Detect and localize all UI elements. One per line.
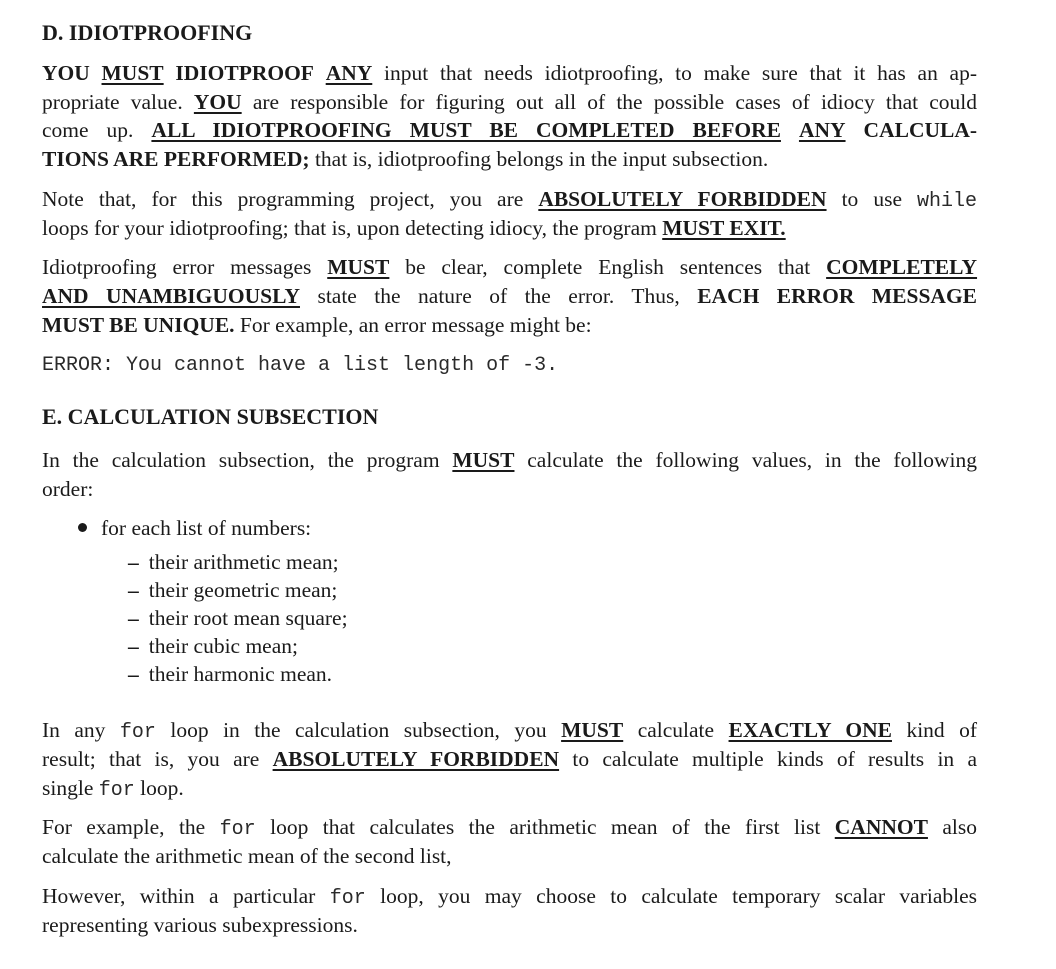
paragraph-line: In the calculation subsection, the program MUST calculate the following values, in the following bbox=[42, 448, 978, 472]
sub-list-item: – their root mean square; bbox=[128, 604, 348, 633]
bullet-icon bbox=[78, 523, 87, 532]
paragraph-line: For example, the for loop that calculates the arithmetic mean of the first list CANNOT also bbox=[42, 815, 978, 841]
list-item: for each list of numbers: bbox=[78, 514, 311, 543]
dash-icon: – bbox=[128, 634, 139, 658]
paragraph-line: AND UNAMBIGUOUSLY state the nature of the error. Thus, EACH ERROR MESSAGE bbox=[42, 284, 978, 308]
paragraph-line: representing various subexpressions. bbox=[42, 913, 358, 937]
code-for: for bbox=[219, 818, 256, 841]
paragraph-line: Note that, for this programming project, you are ABSOLUTELY FORBIDDEN to use while bbox=[42, 187, 978, 213]
paragraph-line: come up. ALL IDIOTPROOFING MUST BE COMPLETED BEFORE ANY CALCULA- bbox=[42, 118, 978, 142]
sub-list-item: – their cubic mean; bbox=[128, 632, 298, 661]
paragraph-line: propriate value. YOU are responsible for figuring out all of the possible cases of idiocy that could bbox=[42, 90, 978, 114]
paragraph-line: Idiotproofing error messages MUST be clear, complete English sentences that COMPLETELY bbox=[42, 255, 978, 279]
paragraph-line: loops for your idiotproofing; that is, upon detecting idiocy, the program MUST EXIT. bbox=[42, 216, 786, 240]
code-for: for bbox=[98, 779, 135, 802]
sub-list-item: – their harmonic mean. bbox=[128, 660, 332, 689]
paragraph-line: MUST BE UNIQUE. For example, an error message might be: bbox=[42, 313, 592, 337]
section-e-heading: E. CALCULATION SUBSECTION bbox=[42, 404, 379, 429]
code-for: for bbox=[119, 721, 156, 744]
dash-icon: – bbox=[128, 662, 139, 686]
sub-list-item: – their arithmetic mean; bbox=[128, 548, 339, 577]
paragraph-line: However, within a particular for loop, you may choose to calculate temporary scalar variables bbox=[42, 884, 978, 910]
sub-list-item: – their geometric mean; bbox=[128, 576, 337, 605]
example-error-message: ERROR: You cannot have a list length of -3. bbox=[42, 354, 559, 377]
paragraph-line: order: bbox=[42, 477, 94, 501]
section-d-heading: D. IDIOTPROOFING bbox=[42, 20, 253, 45]
dash-icon: – bbox=[128, 578, 139, 602]
code-for: for bbox=[329, 887, 366, 910]
code-while: while bbox=[917, 190, 978, 213]
paragraph-line: single for loop. bbox=[42, 776, 184, 802]
dash-icon: – bbox=[128, 550, 139, 574]
paragraph-line: TIONS ARE PERFORMED; that is, idiotproofing belongs in the input subsection. bbox=[42, 147, 769, 171]
paragraph-line: YOU MUST IDIOTPROOF ANY input that needs idiotproofing, to make sure that it has an ap- bbox=[42, 61, 978, 85]
paragraph-line: In any for loop in the calculation subsection, you MUST calculate EXACTLY ONE kind of bbox=[42, 718, 978, 744]
paragraph-line: calculate the arithmetic mean of the second list, bbox=[42, 844, 452, 868]
dash-icon: – bbox=[128, 606, 139, 630]
paragraph-line: result; that is, you are ABSOLUTELY FORBIDDEN to calculate multiple kinds of results in a bbox=[42, 747, 977, 771]
